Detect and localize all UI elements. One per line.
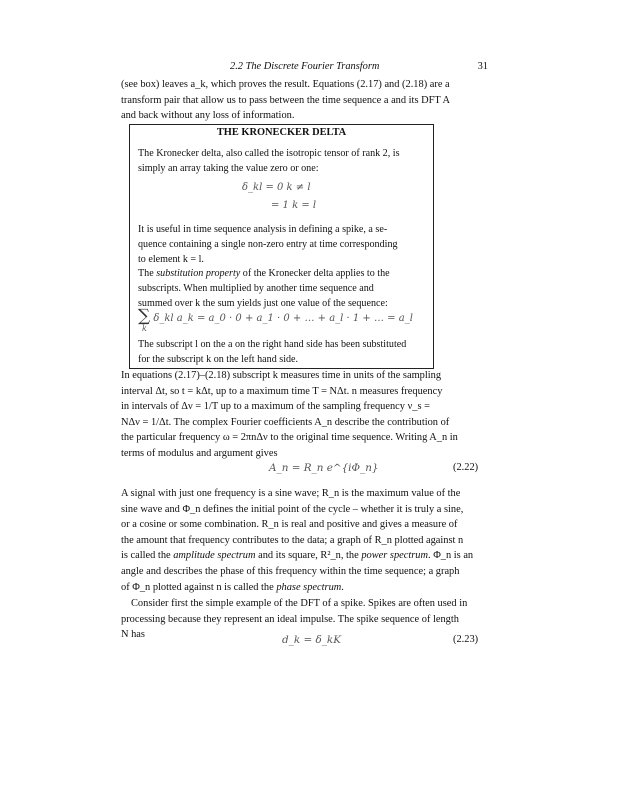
- box-line: summed over k the sum yields just one value of the sequence:: [138, 297, 388, 309]
- kronecker-delta-box: [129, 124, 434, 369]
- running-header: [230, 61, 488, 75]
- intro-paragraph: [121, 77, 488, 124]
- box-title: THE KRONECKER DELTA: [216, 127, 347, 138]
- box-line: The Kronecker delta, also called the isotropic tensor of rank 2, is: [138, 148, 400, 159]
- sum-expression: δ_kl a_k = a_0 · 0 + a_1 · 0 + … + a_l · 1 + … = a_l: [153, 313, 413, 324]
- substitution-sum: [138, 306, 413, 333]
- box-line: simply an array taking the value zero or one:: [138, 162, 319, 174]
- substitution-property-term: substitution property: [156, 268, 241, 280]
- power-spectrum-term: power spectrum: [361, 550, 429, 562]
- body-line: In equations (2.17)–(2.18) subscript k measures time in units of the sampling: [121, 370, 442, 381]
- box-paragraph-4: [138, 338, 426, 368]
- intro-line: and back without any loss of information.: [121, 110, 295, 122]
- body-line: in intervals of Δν = 1/T up to a maximum of the sampling frequency ν_s =: [121, 401, 430, 413]
- body-line: NΔν = 1/Δt. The complex Fourier coefficients A_n describe the contribution of: [121, 416, 450, 428]
- running-title: 2.2 The Discrete Fourier Transform: [230, 61, 380, 72]
- equation-number-2-22: (2.22): [453, 462, 479, 473]
- body-line: is called the amplitude spectrum and its square, R²_n, the power spectrum. Φ_n is an: [121, 550, 474, 562]
- box-line: to element k = l.: [138, 253, 204, 265]
- intro-line: transform pair that allow us to pass between the time sequence a and its DFT A: [121, 94, 451, 106]
- equation-2-23: d_k = δ_kK: [282, 634, 341, 646]
- sum-index: k: [142, 324, 147, 333]
- sum-symbol: ∑: [138, 306, 151, 326]
- box-line: subscripts. When multiplied by another time sequence and: [138, 283, 374, 295]
- box-paragraph-1: [138, 147, 426, 177]
- body-line: processing because they represent an ideal impulse. The spike sequence of length: [121, 613, 459, 625]
- body-line: N has: [121, 629, 145, 641]
- box-line: The substitution property of the Kronecker delta applies to the: [138, 268, 390, 280]
- body-line: the particular frequency ω = 2πnΔν to the original time sequence. Writing A_n in: [121, 432, 458, 444]
- box-line: for the subscript k on the left hand side.: [138, 353, 299, 365]
- box-line: It is useful in time sequence analysis in defining a spike, a se-: [138, 224, 388, 235]
- intro-line: (see box) leaves a_k, which proves the result. Equations (2.17) and (2.18) are a: [121, 79, 450, 90]
- box-line: The subscript l on the a on the right hand side has been substituted: [138, 339, 407, 350]
- page-number: 31: [477, 61, 488, 72]
- body-line: angle and describes the phase of this frequency within the time sequence; a graph: [121, 565, 460, 577]
- box-paragraph-2: [138, 223, 426, 312]
- box-line: quence containing a single non-zero entry at time corresponding: [138, 238, 398, 250]
- body-line: terms of modulus and argument gives: [121, 447, 278, 459]
- phase-spectrum-term: phase spectrum: [276, 581, 342, 593]
- body-line: of Φ_n plotted against n is called the phase spectrum.: [121, 581, 344, 593]
- kronecker-definition-line-2: = 1 k = l: [271, 200, 317, 211]
- body-line: or a cosine or some combination. R_n is real and positive and gives a measure of: [121, 519, 458, 531]
- body-line: A signal with just one frequency is a sine wave; R_n is the maximum value of the: [121, 488, 461, 499]
- kronecker-definition-line-1: δ_kl = 0 k ≠ l: [242, 182, 311, 193]
- body-line: the amount that frequency contributes to the data; a graph of R_n plotted against n: [121, 534, 464, 546]
- body-line: Consider first the simple example of the DFT of a spike. Spikes are often used in: [131, 598, 468, 609]
- body-paragraph-1: [121, 368, 488, 462]
- body-line: sine wave and Φ_n defines the initial point of the cycle – whether it is truly a sine,: [121, 503, 464, 515]
- amplitude-spectrum-term: amplitude spectrum: [173, 550, 256, 562]
- body-paragraph-2: [121, 486, 488, 595]
- body-line: interval Δt, so t = kΔt, up to a maximum time T = NΔt. n measures frequency: [121, 385, 443, 397]
- equation-2-22: A_n = R_n e^{iΦ_n}: [269, 462, 379, 474]
- equation-number-2-23: (2.23): [453, 634, 479, 645]
